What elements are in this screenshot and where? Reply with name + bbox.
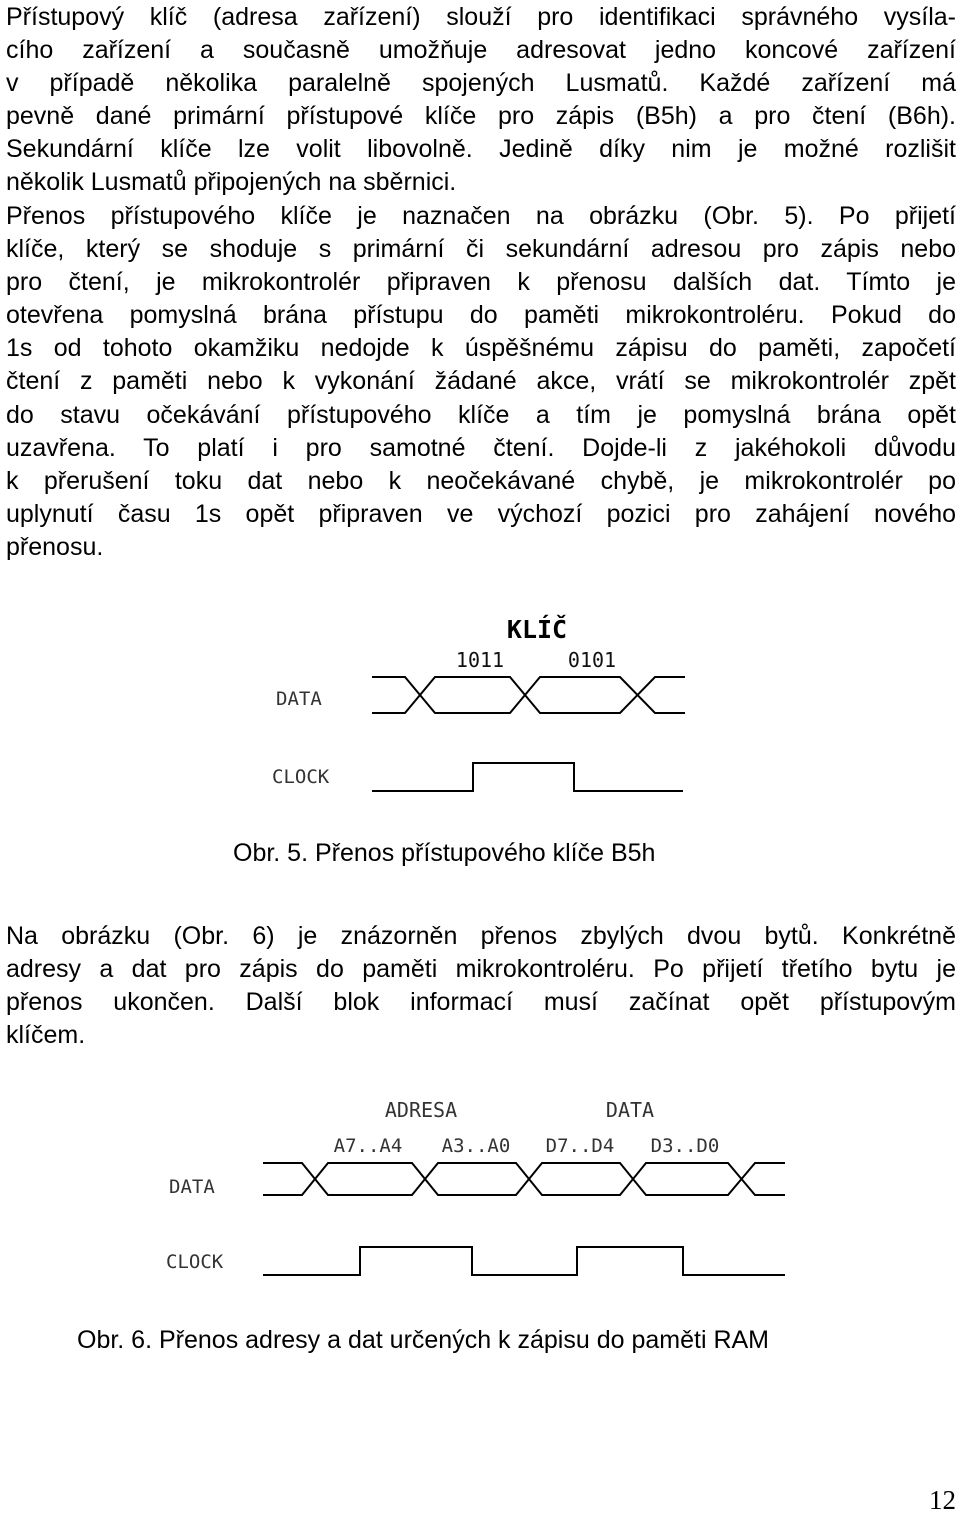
paragraph-line: k přerušení toku dat nebo k neočekávané chybě, je mikrokontrolér po	[6, 466, 956, 495]
paragraph-line: uzavřena. To platí i pro samotné čtení. Dojde-li z jakéhokoli důvodu	[6, 433, 956, 462]
clock-signal-label: CLOCK	[166, 1251, 224, 1273]
paragraph-line: Přenos přístupového klíče je naznačen na obrázku (Obr. 5). Po přijetí	[6, 202, 956, 230]
figure-5-timing-diagram	[0, 600, 960, 810]
nibble-label: D3..D0	[650, 1135, 720, 1157]
figure-6-timing-diagram	[0, 1090, 960, 1290]
nibble-label: 1011	[455, 648, 505, 672]
paragraph-line: Na obrázku (Obr. 6) je znázorněn přenos zbylých dvou bytů. Konkrétně	[6, 922, 956, 950]
group-label-address: ADRESA	[384, 1098, 458, 1122]
paragraph-line: cího zařízení a současně umožňuje adresovat jedno koncové zařízení	[6, 36, 956, 65]
data-signal-waveform	[263, 1163, 785, 1195]
nibble-label: D7..D4	[545, 1135, 615, 1157]
paragraph-line: přenosu.	[6, 532, 104, 561]
paragraph-line: klíčem.	[6, 1021, 86, 1050]
data-signal-waveform	[263, 1163, 785, 1195]
paragraph-line: přenos ukončen. Další blok informací musí začínat opět přístupovým	[6, 988, 956, 1017]
paragraph-line: v případě několika paralelně spojených Lusmatů. Každé zařízení má	[6, 69, 956, 98]
group-label-data: DATA	[605, 1098, 655, 1122]
data-signal-label: DATA	[276, 688, 322, 710]
paragraph-line: několik Lusmatů připojených na sběrnici.	[6, 168, 457, 197]
paragraph-line: pro čtení, je mikrokontrolér připraven k přenosu dalších dat. Tímto je	[6, 268, 956, 297]
paragraph-1	[6, 1, 956, 200]
paragraph-2	[6, 200, 956, 564]
paragraph-3	[6, 920, 956, 1052]
paragraph-line: 1s od tohoto okamžiku nedojde k úspěšnému zápisu do paměti, započetí	[6, 334, 956, 363]
figure-6-caption: Obr. 6. Přenos adresy a dat určených k zápisu do paměti RAM	[77, 1326, 770, 1354]
paragraph-line: čtení z paměti nebo k vykonání žádané akce, vrátí se mikrokontrolér zpět	[6, 367, 956, 396]
page-number: 12	[929, 1485, 956, 1515]
paragraph-line: klíče, který se shoduje s primární či sekundární adresou pro zápis nebo	[6, 235, 956, 264]
nibble-label: A7..A4	[333, 1135, 403, 1157]
key-title: KLÍČ	[506, 615, 568, 644]
paragraph-line: otevřena pomyslná brána přístupu do paměti mikrokontroléru. Pokud do	[6, 301, 956, 330]
data-signal-waveform	[372, 677, 685, 713]
paragraph-line: uplynutí času 1s opět připraven ve výchozí pozici pro zahájení nového	[6, 499, 956, 528]
paragraph-line: Přístupový klíč (adresa zařízení) slouží pro identifikaci správného vysíla-	[6, 3, 956, 31]
clock-signal-waveform	[263, 1247, 785, 1275]
nibble-label: 0101	[567, 648, 617, 672]
nibble-label: A3..A0	[441, 1135, 511, 1157]
paragraph-line: adresy a dat pro zápis do paměti mikrokontroléru. Po přijetí třetího bytu je	[6, 955, 956, 984]
figure-5-caption: Obr. 5. Přenos přístupového klíče B5h	[233, 839, 656, 867]
clock-signal-label: CLOCK	[272, 766, 330, 788]
paragraph-line: do stavu očekávání přístupového klíče a tím je pomyslná brána opět	[6, 400, 956, 429]
paragraph-line: pevně dané primární přístupové klíče pro zápis (B5h) a pro čtení (B6h).	[6, 102, 956, 131]
paragraph-line: Sekundární klíče lze volit libovolně. Jedině díky nim je možné rozlišit	[6, 135, 956, 164]
data-signal-label: DATA	[169, 1176, 215, 1198]
clock-signal-waveform	[372, 763, 683, 791]
